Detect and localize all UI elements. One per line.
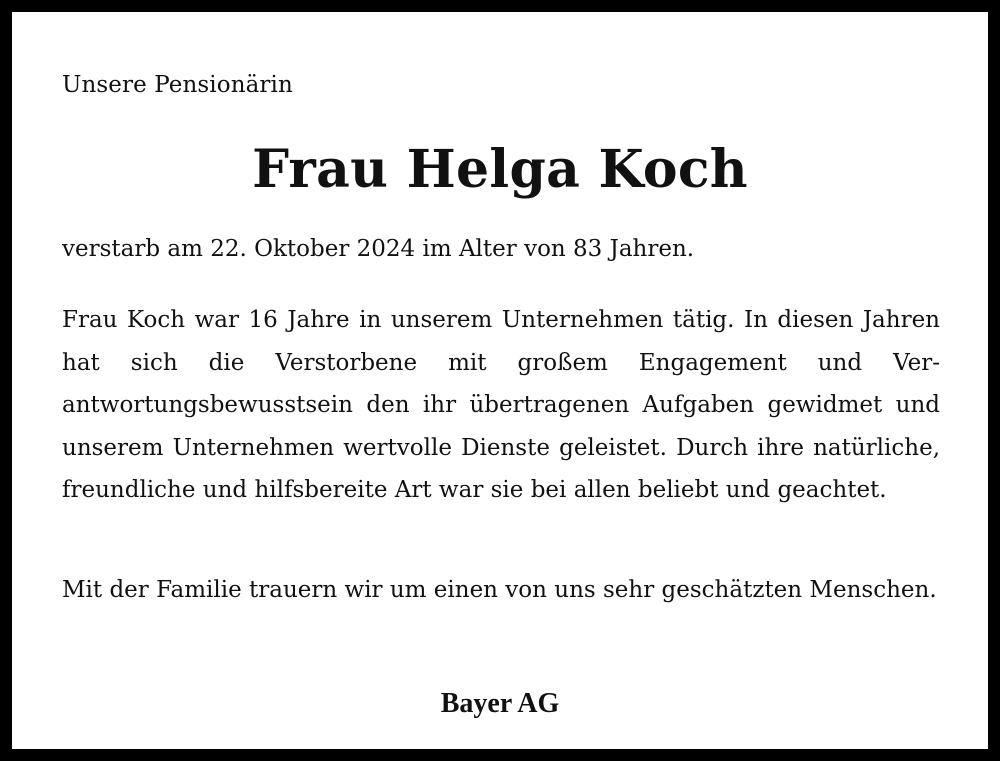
condolence-paragraph: Mit der Familie trauern wir um einen von uns sehr geschätzten Menschen. [62,577,937,603]
tribute-paragraph: Frau Koch war 16 Jahre in unserem Unternehmen tätig. In diesen Jahren hat sich die Verstorbene mit großem Engagement und Verantwortungsbewusstsein den ihr übertragenen Aufgaben gewidmet und unserem Unternehmen wertvolle Dienste geleistet. Durch ihre natürliche, freundliche und hilfsbereite Art war sie bei allen beliebt und geachtet. [62,307,940,503]
company-signature: Bayer AG [440,688,560,719]
death-date-line: verstarb am 22. Oktober 2024 im Alter von 83 Jahren. [62,236,695,262]
intro-text: Unsere Pensionärin [62,72,293,98]
deceased-name: Frau Helga Koch [252,139,748,200]
